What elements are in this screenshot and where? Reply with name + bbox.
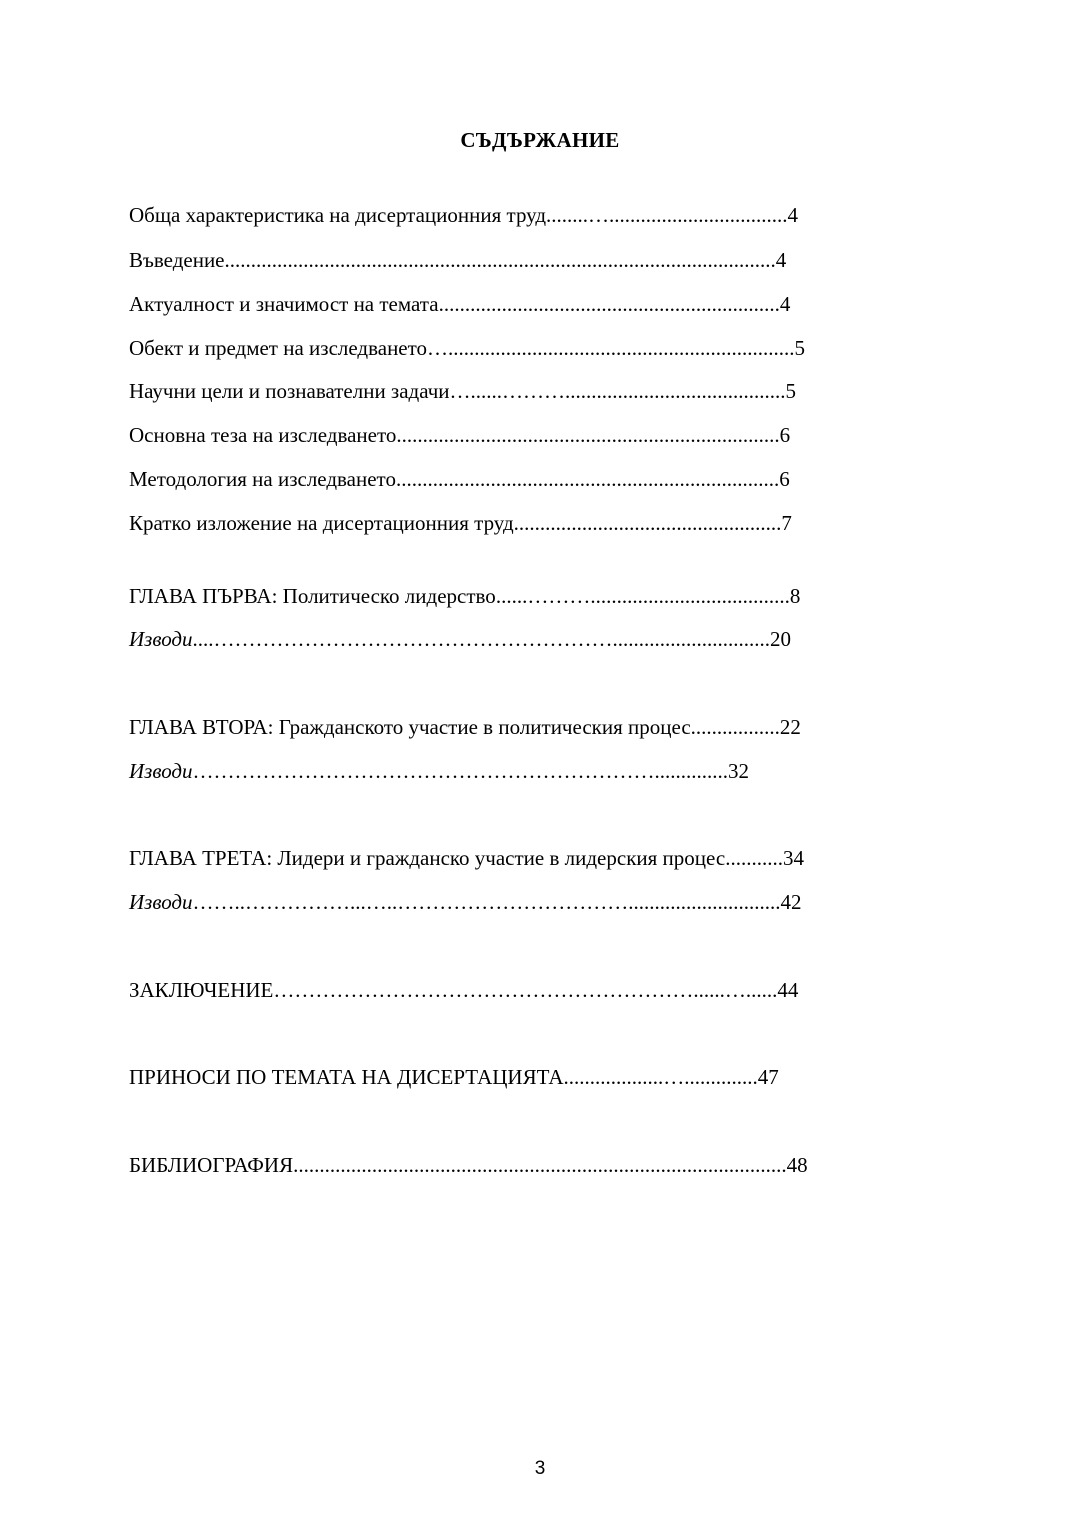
toc-entry-leader: ................................................................. bbox=[438, 292, 780, 316]
toc-entry-chapter[interactable] bbox=[129, 845, 804, 871]
toc-entry-page: 7 bbox=[781, 511, 792, 535]
toc-entry-label: БИБЛИОГРАФИЯ bbox=[129, 1153, 294, 1177]
toc-entry-leader: ......................................................................... bbox=[395, 467, 780, 491]
toc-entry[interactable] bbox=[129, 422, 790, 448]
toc-entry-leader: ……………………………………………………......…...... bbox=[273, 978, 778, 1002]
toc-entry-page: 5 bbox=[785, 379, 797, 403]
toc-entry-section[interactable] bbox=[129, 1152, 808, 1178]
toc-entry-page: 4 bbox=[775, 248, 787, 272]
toc-entry-page: 44 bbox=[777, 978, 799, 1002]
toc-entry-conclusions[interactable] bbox=[129, 626, 791, 652]
toc-entry-conclusions[interactable] bbox=[129, 889, 802, 915]
toc-entry[interactable] bbox=[129, 378, 796, 404]
toc-entry-page: 34 bbox=[782, 846, 804, 870]
toc-entry-leader: ......................................................................................................... bbox=[224, 248, 776, 272]
toc-entry-leader: …......……….......................................... bbox=[449, 379, 786, 403]
toc-entry-leader: ……..……………...…..……………………………............................. bbox=[192, 890, 781, 914]
toc-entry-page: 47 bbox=[757, 1065, 779, 1089]
toc-entry-label: Актуалност и значимост на темата bbox=[129, 292, 439, 316]
toc-entry-page: 22 bbox=[779, 715, 801, 739]
toc-entry-label: ГЛАВА ПЪРВА: Политическо лидерство bbox=[129, 584, 496, 608]
toc-entry-leader: .............................................................................................. bbox=[293, 1153, 787, 1177]
toc-entry[interactable] bbox=[129, 335, 805, 361]
toc-entry-label: Обект и предмет на изследването bbox=[129, 336, 428, 360]
toc-entry-label: Обща характеристика на дисертационния труд bbox=[129, 203, 547, 227]
toc-entry-page: 5 bbox=[794, 336, 806, 360]
toc-entry-label: Кратко изложение на дисертационния труд bbox=[129, 511, 514, 535]
toc-entry-section[interactable] bbox=[129, 977, 798, 1003]
toc-entry[interactable] bbox=[129, 291, 790, 317]
toc-entry[interactable] bbox=[129, 510, 792, 536]
toc-entry[interactable] bbox=[129, 202, 798, 228]
toc-entry-leader: ................................................... bbox=[513, 511, 782, 535]
toc-entry-label: ЗАКЛЮЧЕНИЕ bbox=[129, 978, 274, 1002]
toc-entry-section[interactable] bbox=[129, 1064, 779, 1090]
toc-entry-leader: ......................................................................... bbox=[396, 423, 780, 447]
toc-entry-leader: ....………………………………………………….............................. bbox=[192, 627, 771, 651]
toc-entry-page: 6 bbox=[779, 467, 790, 491]
toc-entry-leader: ................. bbox=[690, 715, 780, 739]
toc-entry-label: Изводи bbox=[129, 890, 193, 914]
toc-entry-label: Научни цели и познавателни задачи bbox=[129, 379, 450, 403]
toc-entry-label: ГЛАВА ВТОРА: Гражданското участие в политическия процес bbox=[129, 715, 691, 739]
toc-entry-leader: ………………………………………………………….............. bbox=[192, 759, 729, 783]
toc-entry[interactable] bbox=[129, 247, 786, 273]
toc-entry-conclusions[interactable] bbox=[129, 758, 749, 784]
toc-entry-leader: ........….................................. bbox=[546, 203, 788, 227]
toc-entry-label: ПРИНОСИ ПО ТЕМАТА НА ДИСЕРТАЦИЯТА bbox=[129, 1065, 564, 1089]
toc-entry-page: 32 bbox=[728, 759, 750, 783]
toc-entry-label: ГЛАВА ТРЕТА: Лидери и гражданско участие в лидерския процес bbox=[129, 846, 726, 870]
toc-entry-leader: ......………...................................... bbox=[495, 584, 790, 608]
toc-entry-page: 6 bbox=[779, 423, 791, 447]
toc-entry-label: Изводи bbox=[129, 759, 193, 783]
toc-entry-page: 4 bbox=[787, 203, 799, 227]
toc-entry-chapter[interactable] bbox=[129, 583, 800, 609]
toc-entry-page: 20 bbox=[770, 627, 792, 651]
toc-entry[interactable] bbox=[129, 466, 790, 492]
page-number: 3 bbox=[534, 1458, 546, 1479]
toc-entry-label: Изводи bbox=[129, 627, 193, 651]
toc-entry-leader: ........... bbox=[725, 846, 783, 870]
toc-entry-page: 4 bbox=[779, 292, 791, 316]
toc-entry-leader: ….................................................................. bbox=[427, 336, 795, 360]
toc-entry-label: Въведение bbox=[129, 248, 225, 272]
toc-entry-chapter[interactable] bbox=[129, 714, 801, 740]
toc-entry-page: 42 bbox=[780, 890, 802, 914]
toc-entry-leader: ...................….............. bbox=[563, 1065, 758, 1089]
toc-entry-page: 48 bbox=[786, 1153, 808, 1177]
page-title: СЪДЪРЖАНИЕ bbox=[460, 128, 620, 152]
toc-entry-page: 8 bbox=[789, 584, 801, 608]
toc-entry-label: Методология на изследването bbox=[129, 467, 396, 491]
toc-entry-label: Основна теза на изследването bbox=[129, 423, 397, 447]
